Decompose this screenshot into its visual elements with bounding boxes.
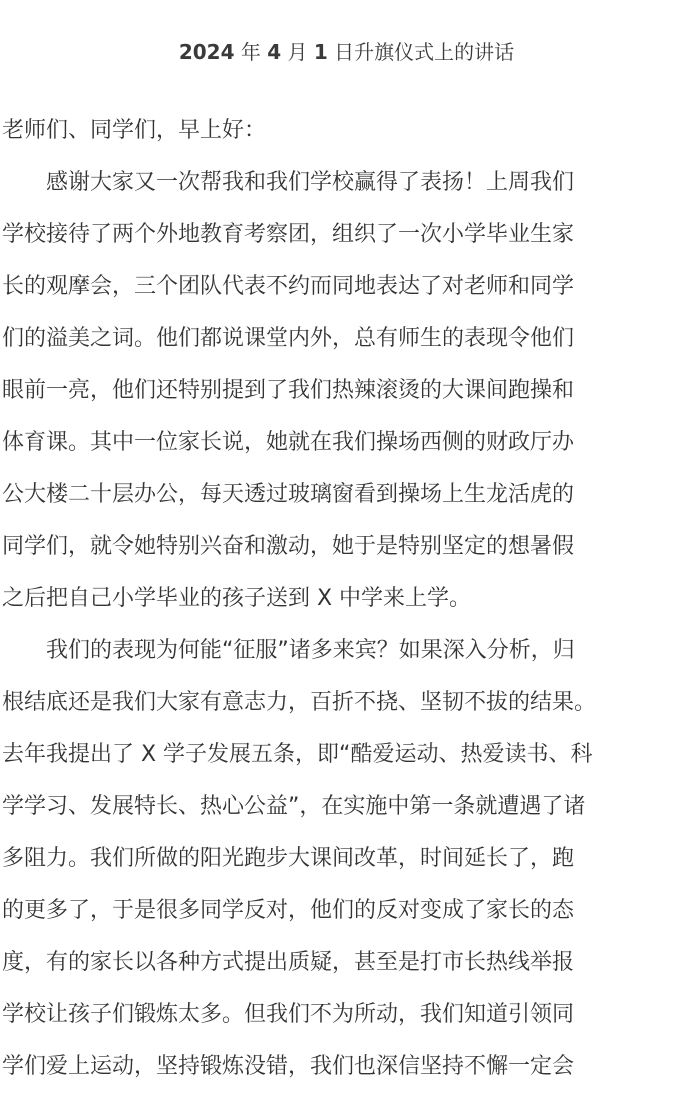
body-line: 学们爱上运动，坚持锻炼没错，我们也深信坚持不懈一定会 xyxy=(2,1054,575,1079)
body-line: 长的观摩会，三个团队代表不约而同地表达了对老师和同学 xyxy=(2,274,575,299)
body-line: 我们的表现为何能“征服”诸多来宾？如果深入分析，归 xyxy=(2,638,575,663)
body-line: 根结底还是我们大家有意志力，百折不挠、坚韧不拔的结果。 xyxy=(2,690,597,715)
body-line: 感谢大家又一次帮我和我们学校赢得了表扬！上周我们 xyxy=(2,170,575,195)
title-nian: 年 xyxy=(234,40,268,64)
body-line: 公大楼二十层办公，每天透过玻璃窗看到操场上生龙活虎的 xyxy=(2,482,575,507)
body-line: 学校接待了两个外地教育考察团，组织了一次小学毕业生家 xyxy=(2,222,575,247)
body-line: 老师们、同学们，早上好： xyxy=(2,118,267,143)
body-line: 之后把自己小学毕业的孩子送到 X 中学来上学。 xyxy=(2,586,472,611)
body-line: 学学习、发展特长、热心公益”，在实施中第一条就遭遇了诸 xyxy=(2,794,586,819)
title-day: 1 xyxy=(313,40,328,64)
document-title xyxy=(0,28,693,76)
title-month: 4 xyxy=(267,40,282,64)
body-line: 学校让孩子们锻炼太多。但我们不为所动，我们知道引领同 xyxy=(2,1002,575,1027)
body-line: 眼前一亮，他们还特别提到了我们热辣滚烫的大课间跑操和 xyxy=(2,378,575,403)
body-line: 体育课。其中一位家长说，她就在我们操场西侧的财政厅办 xyxy=(2,430,575,455)
body-line: 的更多了，于是很多同学反对，他们的反对变成了家长的态 xyxy=(2,898,575,923)
body-line: 同学们，就令她特别兴奋和激动，她于是特别坚定的想暑假 xyxy=(2,534,575,559)
body-line: 们的溢美之词。他们都说课堂内外，总有师生的表现令他们 xyxy=(2,326,575,351)
title-year: 2024 xyxy=(178,40,235,64)
body-line: 去年我提出了 X 学子发展五条，即“酷爱运动、热爱读书、科 xyxy=(2,742,593,767)
title-yue: 月 xyxy=(281,40,314,64)
body-line: 度，有的家长以各种方式提出质疑，甚至是打市长热线举报 xyxy=(2,950,575,975)
body-line: 多阻力。我们所做的阳光跑步大课间改革，时间延长了，跑 xyxy=(2,846,575,871)
title-rest: 日升旗仪式上的讲话 xyxy=(327,40,515,64)
